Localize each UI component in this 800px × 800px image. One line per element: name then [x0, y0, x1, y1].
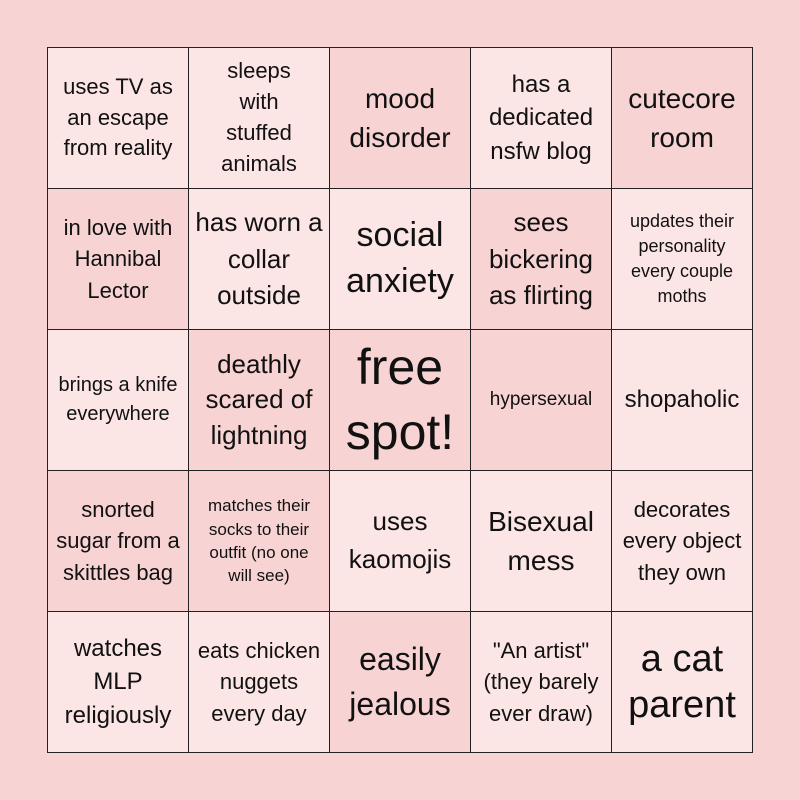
- bingo-cell-r2c4[interactable]: [471, 189, 612, 330]
- bingo-cell-text: mood disorder: [349, 82, 451, 153]
- bingo-cell-r4c5[interactable]: [612, 471, 753, 612]
- bingo-cell-text: matches their socks to their outfit (no one will see): [207, 496, 311, 586]
- bingo-cell-text: Bisexual mess: [488, 505, 594, 576]
- bingo-cell-r1c4[interactable]: [471, 48, 612, 189]
- bingo-cell-text: social anxiety: [346, 216, 454, 300]
- bingo-cell-text: brings a knife everywhere: [58, 374, 178, 425]
- bingo-cell-r4c2[interactable]: [189, 471, 330, 612]
- bingo-board: [47, 47, 753, 753]
- bingo-cell-text: in love with Hannibal Lector: [63, 215, 173, 303]
- bingo-cell-text: shopaholic: [624, 386, 740, 414]
- bingo-cell-r2c3[interactable]: [330, 189, 471, 330]
- bingo-cell-text: easily jealous: [349, 641, 451, 722]
- bingo-cell-r5c2[interactable]: [189, 612, 330, 753]
- bingo-cell-text: uses kaomojis: [348, 506, 452, 574]
- bingo-cell-text: has worn a collar outside: [195, 207, 323, 311]
- bingo-cell-r4c3[interactable]: [330, 471, 471, 612]
- bingo-cell-r2c1[interactable]: [48, 189, 189, 330]
- bingo-cell-text: sees bickering as flirting: [488, 207, 594, 311]
- bingo-cell-text: a cat parent: [628, 637, 736, 726]
- bingo-cell-r1c1[interactable]: [48, 48, 189, 189]
- bingo-cell-text: uses TV as an escape from reality: [63, 73, 173, 161]
- bingo-cell-text: snorted sugar from a skittles bag: [56, 497, 180, 585]
- bingo-cell-r2c5[interactable]: [612, 189, 753, 330]
- bingo-cell-text: deathly scared of lightning: [205, 349, 313, 450]
- bingo-cell-r5c5[interactable]: [612, 612, 753, 753]
- bingo-cell-text: decorates every object they own: [622, 497, 742, 585]
- bingo-cell-r4c1[interactable]: [48, 471, 189, 612]
- bingo-cell-r1c3[interactable]: [330, 48, 471, 189]
- bingo-cell-r3c1[interactable]: [48, 330, 189, 471]
- bingo-cell-r1c2[interactable]: [189, 48, 330, 189]
- bingo-cell-r5c1[interactable]: [48, 612, 189, 753]
- bingo-cell-r3c3[interactable]: [330, 330, 471, 471]
- bingo-cell-r2c2[interactable]: [189, 189, 330, 330]
- bingo-cell-text: hypersexual: [489, 388, 593, 410]
- bingo-cell-r4c4[interactable]: [471, 471, 612, 612]
- bingo-cell-text: "An artist" (they barely ever draw): [483, 638, 599, 726]
- bingo-cell-text: eats chicken nuggets every day: [197, 638, 321, 726]
- bingo-cell-text: sleeps with stuffed animals: [221, 58, 297, 176]
- bingo-cell-text: cutecore room: [628, 82, 736, 153]
- free-spot-text: free spot!: [345, 339, 455, 460]
- bingo-cell-r3c2[interactable]: [189, 330, 330, 471]
- bingo-cell-text: watches MLP religiously: [64, 635, 172, 729]
- bingo-cell-text: has a dedicated nsfw blog: [488, 71, 594, 165]
- bingo-cell-text: updates their personality every couple moths: [629, 210, 735, 307]
- bingo-cell-r3c5[interactable]: [612, 330, 753, 471]
- bingo-cell-r1c5[interactable]: [612, 48, 753, 189]
- bingo-cell-r3c4[interactable]: [471, 330, 612, 471]
- bingo-cell-r5c3[interactable]: [330, 612, 471, 753]
- bingo-cell-r5c4[interactable]: [471, 612, 612, 753]
